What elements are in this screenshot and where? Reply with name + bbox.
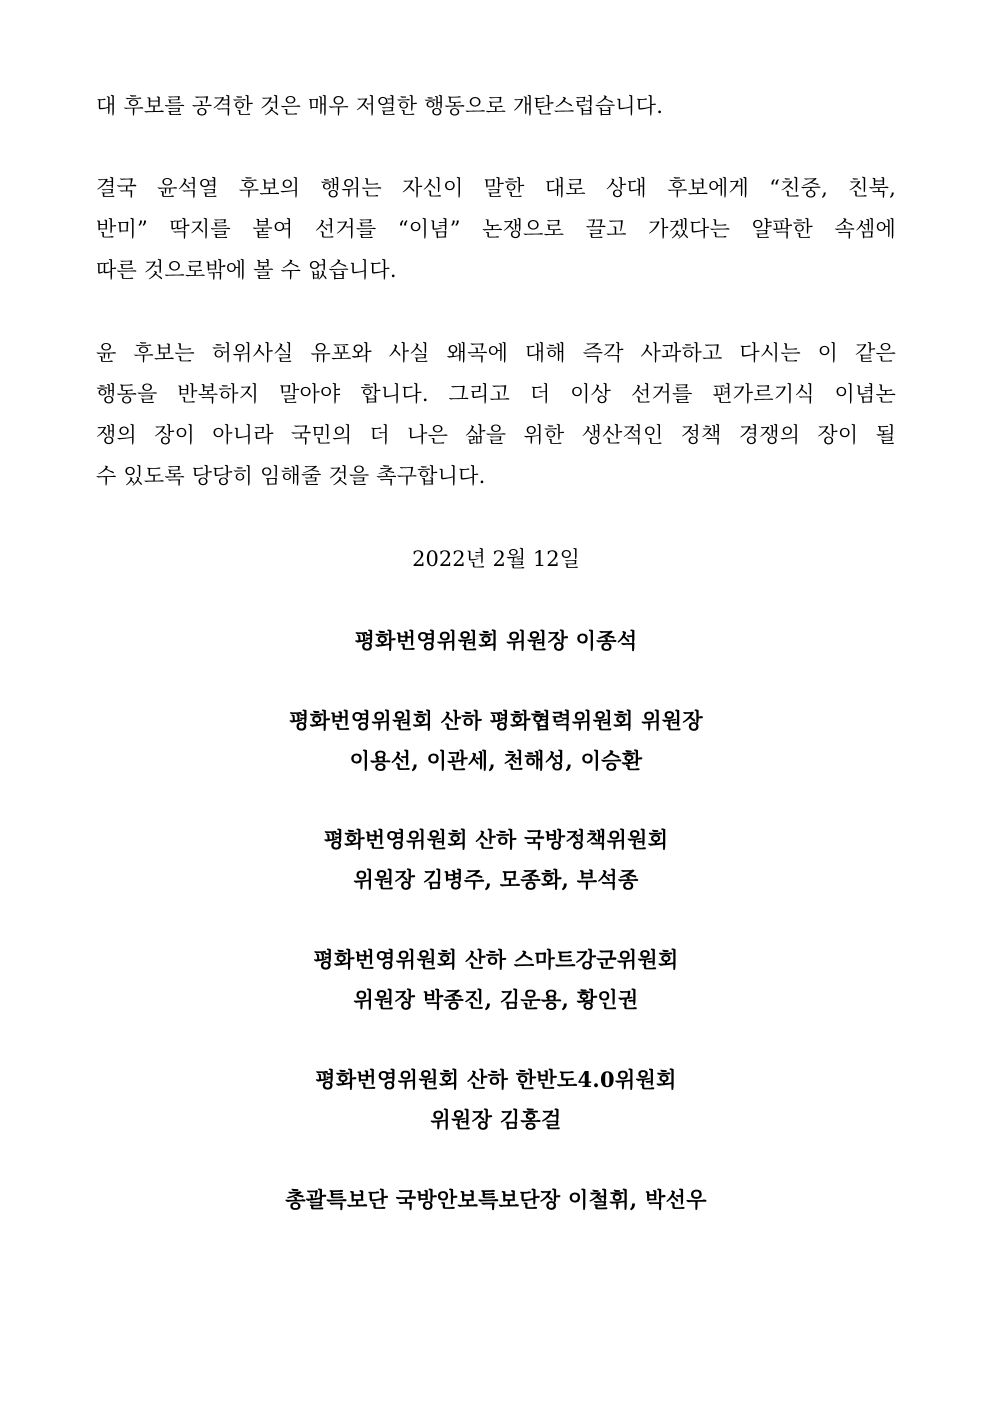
signatory-block-1 xyxy=(96,621,896,661)
signatory-block-6 xyxy=(96,1180,896,1220)
signatory-line: 평화번영위원회 산하 스마트강군위원회 xyxy=(313,947,679,972)
paragraph-2 xyxy=(96,168,896,291)
paragraph-line: 따른 것으로밖에 볼 수 없습니다. xyxy=(96,258,397,282)
paragraph-line: 행동을 반복하지 말아야 합니다. 그리고 더 이상 선거를 편가르기식 이념논 xyxy=(96,382,896,406)
signatory-line: 총괄특보단 국방안보특보단장 이철휘, 박선우 xyxy=(285,1187,707,1212)
signatory-block-4 xyxy=(96,940,896,1020)
paragraph-line: 결국 윤석열 후보의 행위는 자신이 말한 대로 상대 후보에게 “친중, 친북, xyxy=(96,176,896,200)
paragraph-line: 수 있도록 당당히 임해줄 것을 촉구합니다. xyxy=(96,464,486,488)
signatory-line: 평화번영위원회 산하 국방정책위원회 xyxy=(323,827,669,852)
paragraph-line: 반미” 딱지를 붙여 선거를 “이념” 논쟁으로 끌고 가겠다는 얄팍한 속셈에 xyxy=(96,217,896,241)
paragraph-line: 쟁의 장이 아니라 국민의 더 나은 삶을 위한 생산적인 정책 경쟁의 장이 될 xyxy=(96,423,896,447)
document-date: 2022년 2월 12일 xyxy=(412,547,580,571)
signatory-line: 평화번영위원회 위원장 이종석 xyxy=(354,628,638,653)
signatory-line: 이용선, 이관세, 천해성, 이승환 xyxy=(349,748,643,773)
paragraph-line: 대 후보를 공격한 것은 매우 저열한 행동으로 개탄스럽습니다. xyxy=(96,94,664,118)
signatory-block-5 xyxy=(96,1060,896,1140)
paragraph-1 xyxy=(96,86,896,127)
paragraph-3 xyxy=(96,333,896,497)
signatory-line: 평화번영위원회 산하 평화협력위원회 위원장 xyxy=(289,708,703,733)
signatory-line: 위원장 김홍걸 xyxy=(430,1107,562,1132)
paragraph-line: 윤 후보는 허위사실 유포와 사실 왜곡에 대해 즉각 사과하고 다시는 이 같은 xyxy=(96,341,896,365)
signatory-block-2 xyxy=(96,701,896,781)
signatory-line: 평화번영위원회 산하 한반도4.0위원회 xyxy=(315,1067,677,1092)
signatory-line: 위원장 박종진, 김운용, 황인권 xyxy=(353,987,639,1012)
signatory-line: 위원장 김병주, 모종화, 부석종 xyxy=(353,867,639,892)
signatory-block-3 xyxy=(96,820,896,900)
